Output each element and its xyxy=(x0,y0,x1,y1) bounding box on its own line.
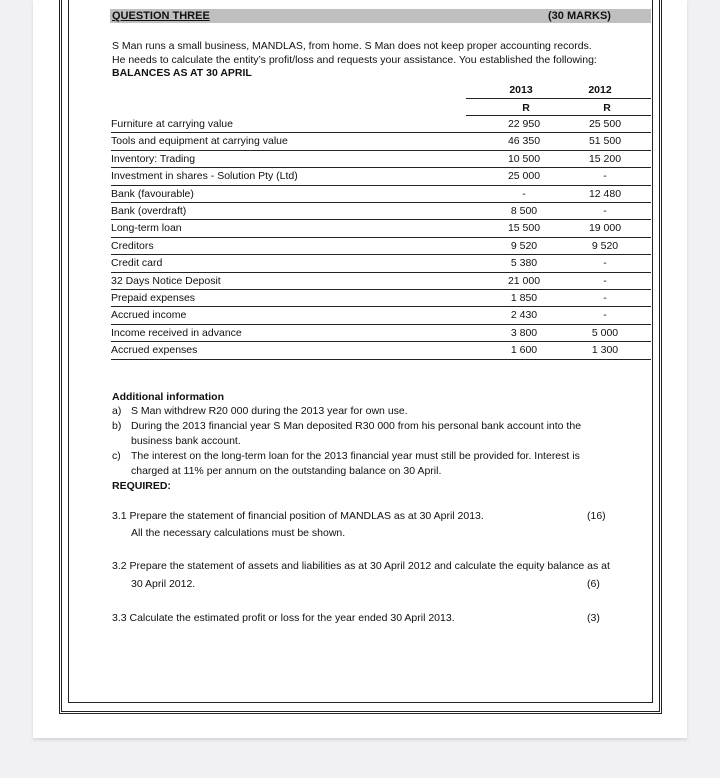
balances-heading: BALANCES AS AT 30 APRIL xyxy=(112,67,252,79)
item-c-line-2: charged at 11% per annum on the outstanding balance on 30 April. xyxy=(131,465,442,477)
value-2013: 2 430 xyxy=(510,309,538,322)
table-row xyxy=(111,290,651,307)
question-3-3-marks: (3) xyxy=(587,612,600,624)
row-label: Accrued expenses xyxy=(111,344,198,357)
question-title: QUESTION THREE xyxy=(112,10,210,22)
row-label: Inventory: Trading xyxy=(111,152,196,165)
item-c-line-1: The interest on the long-term loan for the 2013 financial year must still be provided for. Interest is xyxy=(131,450,580,462)
value-2013: 25 000 xyxy=(507,170,541,183)
row-label: Long-term loan xyxy=(111,222,182,235)
row-label: Prepaid expenses xyxy=(111,292,196,304)
value-2012: - xyxy=(603,170,607,183)
value-2012: 12 480 xyxy=(588,187,622,200)
table-row xyxy=(111,116,651,133)
value-2013: 46 350 xyxy=(507,135,541,148)
value-2013: 22 950 xyxy=(507,118,541,130)
table-row xyxy=(111,307,651,324)
row-label: Investment in shares - Solution Pty (Ltd) xyxy=(111,170,298,183)
row-label: Creditors xyxy=(111,239,154,252)
row-rule-label xyxy=(111,359,466,360)
item-b-line-2: business bank account. xyxy=(131,435,241,447)
value-2013: 5 380 xyxy=(510,257,538,270)
item-a-marker: a) xyxy=(112,405,122,417)
table-row xyxy=(111,325,651,342)
value-2012: 1 300 xyxy=(591,344,619,357)
value-2012: 25 500 xyxy=(588,118,622,130)
value-2013: 10 500 xyxy=(507,152,541,165)
row-rule-values xyxy=(466,359,651,360)
row-label: Income received in advance xyxy=(111,326,242,339)
value-2013: 1 850 xyxy=(510,292,538,304)
table-row xyxy=(111,238,651,255)
item-b-marker: b) xyxy=(112,420,122,432)
item-c-marker: c) xyxy=(112,450,121,462)
row-label: Furniture at carrying value xyxy=(111,118,233,130)
unit-header-2012: R xyxy=(603,102,611,114)
row-label: Credit card xyxy=(111,257,163,270)
value-2012: 19 000 xyxy=(588,222,622,235)
value-2012: - xyxy=(603,205,607,217)
table-row xyxy=(111,342,651,359)
item-b-line-1: During the 2013 financial year S Man deposited R30 000 from his personal bank account into the xyxy=(131,420,582,432)
column-header-2013: 2013 xyxy=(509,84,533,96)
row-label: Bank (overdraft) xyxy=(111,205,187,217)
row-label: Bank (favourable) xyxy=(111,187,194,200)
value-2013: 3 800 xyxy=(510,326,538,339)
value-2012: 51 500 xyxy=(588,135,622,148)
question-3-1-marks: (16) xyxy=(587,510,606,522)
value-2013: 9 520 xyxy=(510,239,538,252)
value-2013: - xyxy=(522,187,526,200)
value-2013: 15 500 xyxy=(507,222,541,235)
question-3-1-line-2: All the necessary calculations must be shown. xyxy=(131,527,346,539)
value-2012: - xyxy=(603,309,607,322)
question-3-2-marks: (6) xyxy=(587,578,600,590)
question-3-1-line-1: 3.1 Prepare the statement of financial position of MANDLAS as at 30 April 2013. xyxy=(112,510,484,522)
value-2013: 1 600 xyxy=(510,344,538,357)
intro-line-1: S Man runs a small business, MANDLAS, from home. S Man does not keep proper accounting records. xyxy=(112,40,592,52)
column-header-2012: 2012 xyxy=(588,84,612,96)
table-row xyxy=(111,186,651,203)
value-2012: - xyxy=(603,292,607,304)
value-2012: 15 200 xyxy=(588,152,622,165)
value-2013: 21 000 xyxy=(507,274,541,287)
question-3-2-line-2: 30 April 2012. xyxy=(131,578,196,590)
value-2012: 5 000 xyxy=(591,326,619,339)
intro-line-2: He needs to calculate the entity’s profit/loss and requests your assistance. You established the following: xyxy=(112,54,597,66)
required-heading: REQUIRED: xyxy=(112,480,171,492)
value-2012: - xyxy=(603,274,607,287)
row-label: 32 Days Notice Deposit xyxy=(111,274,221,287)
question-3-2-line-1: 3.2 Prepare the statement of assets and liabilities as at 30 April 2012 and calculate the equity balance as at xyxy=(112,560,610,572)
table-row xyxy=(111,168,651,185)
header-rule xyxy=(466,98,651,99)
value-2012: 9 520 xyxy=(591,239,619,252)
row-label: Tools and equipment at carrying value xyxy=(111,135,288,148)
table-row xyxy=(111,255,651,272)
table-row xyxy=(111,273,651,290)
row-label: Accrued income xyxy=(111,309,187,322)
value-2012: - xyxy=(603,257,607,270)
table-row xyxy=(111,203,651,220)
question-marks: (30 MARKS) xyxy=(548,10,611,22)
question-3-3-line-1: 3.3 Calculate the estimated profit or loss for the year ended 30 April 2013. xyxy=(112,612,455,624)
table-row xyxy=(111,220,651,237)
unit-header-2013: R xyxy=(522,102,530,114)
table-row xyxy=(111,151,651,168)
value-2013: 8 500 xyxy=(510,205,538,217)
table-row xyxy=(111,133,651,150)
additional-info-heading: Additional information xyxy=(112,391,224,403)
item-a-text: S Man withdrew R20 000 during the 2013 year for own use. xyxy=(131,405,408,417)
